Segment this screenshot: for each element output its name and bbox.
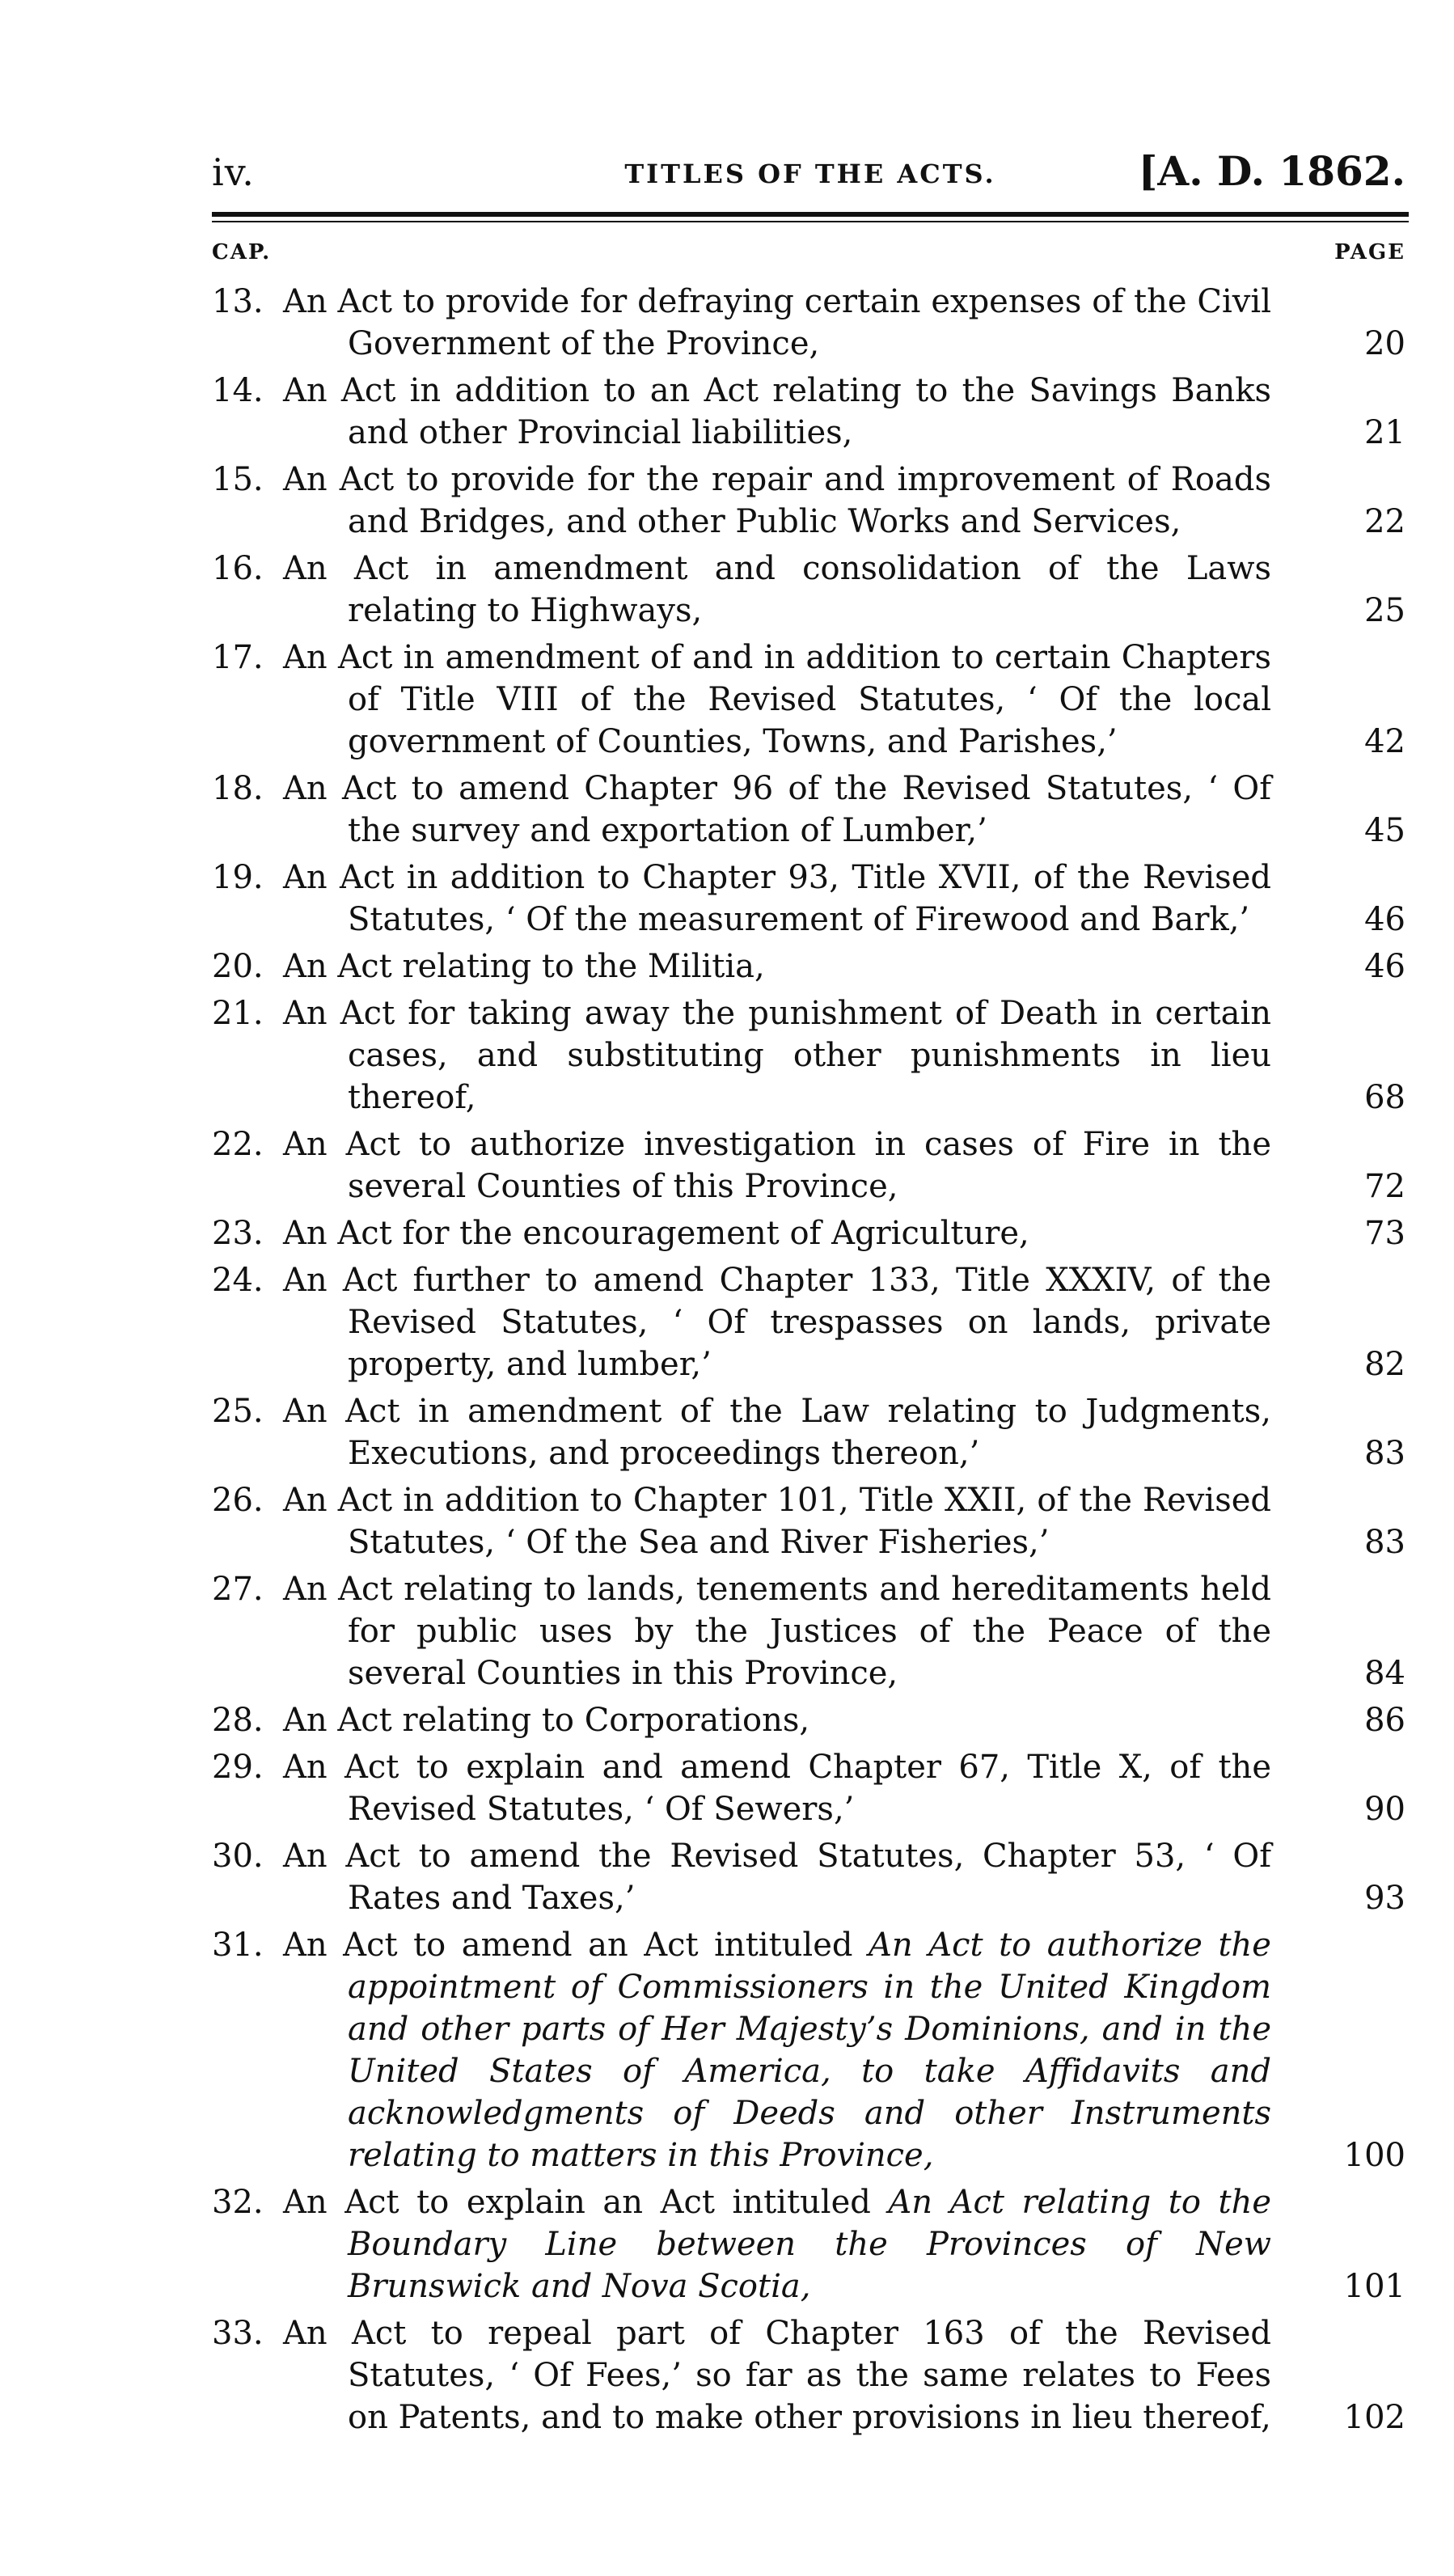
act-title-text: An Act in addition to an Act relating to the Savings Banks and other Provincial liabilities, (283, 372, 1271, 451)
cap-number: 18. (212, 770, 264, 807)
act-title (283, 1212, 1271, 1254)
list-item (212, 1123, 1409, 1208)
act-title (283, 1835, 1271, 1919)
list-item (212, 1259, 1409, 1385)
page-ref: 46 (1364, 948, 1405, 985)
page-ref: 83 (1364, 1524, 1405, 1561)
page-ref: 22 (1364, 503, 1405, 540)
list-item (212, 548, 1409, 632)
cap-number: 19. (212, 859, 264, 896)
list-item (212, 768, 1409, 852)
cap-number: 32. (212, 2184, 264, 2221)
act-title (283, 857, 1271, 941)
page-ref: 72 (1364, 1168, 1405, 1205)
cap-number: 30. (212, 1838, 264, 1875)
act-title-text: An Act to provide for defraying certain expenses of the Civil Government of the Province, (283, 283, 1271, 362)
act-title-italic: An Act to authorize the appointment of Commissioners in the United Kingdom and other parts of Her Majesty’s Dominions, and in the United States of America, to take Affidavits and acknowledgments of Deeds and other Instruments relating to matters in this Province, (348, 1927, 1271, 2174)
list-item (212, 1699, 1409, 1741)
act-title (283, 1746, 1271, 1830)
act-title (283, 1699, 1271, 1741)
cap-number: 20. (212, 948, 264, 985)
act-title (283, 1259, 1271, 1385)
page-ref: 68 (1364, 1079, 1405, 1116)
cap-number: 27. (212, 1571, 264, 1608)
act-title-text: An Act to authorize investigation in cases of Fire in the several Counties of this Province, (283, 1126, 1271, 1205)
page-ref: 83 (1364, 1435, 1405, 1472)
list-item (212, 945, 1409, 988)
act-title (283, 2181, 1271, 2307)
act-title-text: An Act to repeal part of Chapter 163 of the Revised Statutes, ‘ Of Fees,’ so far as the same relates to Fees on Patents, and to make other provisions in lieu thereof, (283, 2315, 1271, 2436)
list-item (212, 1568, 1409, 1694)
page-ref: 21 (1364, 414, 1405, 451)
act-title-text: An Act relating to the Militia, (283, 948, 765, 985)
cap-number: 22. (212, 1126, 264, 1163)
page-ref: 46 (1364, 901, 1405, 938)
page-ref: 42 (1364, 723, 1405, 760)
cap-number: 13. (212, 283, 264, 320)
act-title-text: An Act relating to Corporations, (283, 1702, 810, 1739)
cap-number: 26. (212, 1482, 264, 1519)
list-item (212, 1835, 1409, 1919)
act-title-text: An Act to provide for the repair and improvement of Roads and Bridges, and other Public Works and Services, (283, 461, 1271, 540)
list-item (212, 1479, 1409, 1563)
page-number: iv. (212, 150, 255, 194)
cap-number: 24. (212, 1262, 264, 1299)
page-ref: 20 (1364, 325, 1405, 362)
cap-number: 33. (212, 2315, 264, 2352)
cap-number: 28. (212, 1702, 264, 1739)
page-ref: 100 (1343, 2137, 1405, 2174)
act-title (283, 281, 1271, 365)
act-title (283, 1390, 1271, 1474)
list-item (212, 2181, 1409, 2307)
act-title (283, 1924, 1271, 2176)
act-title (283, 1479, 1271, 1563)
page-ref: 86 (1364, 1702, 1405, 1739)
cap-number: 21. (212, 995, 264, 1032)
header-rule-thin (212, 221, 1409, 222)
act-title (283, 2312, 1271, 2439)
cap-column-header: CAP. (212, 240, 272, 264)
act-title-text: An Act in addition to Chapter 93, Title XVII, of the Revised Statutes, ‘ Of the measurement of Firewood and Bark,’ (283, 859, 1271, 938)
header-rule-thick (212, 212, 1409, 217)
list-item (212, 370, 1409, 454)
list-item (212, 637, 1409, 763)
page-ref: 45 (1364, 812, 1405, 849)
act-title-text: An Act for the encouragement of Agriculture, (283, 1215, 1029, 1252)
act-title-text: An Act in addition to Chapter 101, Title XXII, of the Revised Statutes, ‘ Of the Sea and River Fisheries,’ (283, 1482, 1271, 1561)
act-title (283, 945, 1271, 988)
cap-number: 14. (212, 372, 264, 409)
cap-number: 23. (212, 1215, 264, 1252)
page-ref: 90 (1364, 1791, 1405, 1828)
cap-number: 15. (212, 461, 264, 498)
act-title-text: An Act in amendment of the Law relating to Judgments, Executions, and proceedings thereon,’ (283, 1393, 1271, 1472)
book-page (212, 146, 1409, 2443)
cap-number: 17. (212, 639, 264, 676)
act-title-text: An Act in amendment and consolidation of the Laws relating to Highways, (283, 550, 1271, 629)
acts-list (212, 281, 1409, 2439)
act-title (283, 548, 1271, 632)
page-ref: 101 (1343, 2268, 1405, 2305)
page-ref: 25 (1364, 592, 1405, 629)
act-title (283, 1123, 1271, 1208)
act-title-text: An Act to amend an Act intituled (283, 1927, 853, 1964)
cap-number: 16. (212, 550, 264, 587)
running-head (212, 146, 1409, 202)
act-title (283, 992, 1271, 1119)
page-ref: 93 (1364, 1880, 1405, 1917)
act-title (283, 459, 1271, 543)
act-title (283, 370, 1271, 454)
list-item (212, 1390, 1409, 1474)
list-item (212, 1212, 1409, 1254)
list-item (212, 281, 1409, 365)
page-title: TITLES OF THE ACTS. (624, 159, 996, 189)
act-title (283, 637, 1271, 763)
cap-number: 31. (212, 1927, 264, 1964)
act-title-text: An Act to amend the Revised Statutes, Chapter 53, ‘ Of Rates and Taxes,’ (283, 1838, 1271, 1917)
act-title-text: An Act to explain and amend Chapter 67, Title X, of the Revised Statutes, ‘ Of Sewers,’ (283, 1749, 1271, 1828)
list-item (212, 1746, 1409, 1830)
act-title-text: An Act in amendment of and in addition to certain Chapters of Title VIII of the Revised Statutes, ‘ Of the local government of Counties, Towns, and Parishes,’ (283, 639, 1271, 760)
act-title-text: An Act to explain an Act intituled (283, 2184, 871, 2221)
page-ref: 82 (1364, 1346, 1405, 1383)
list-item (212, 1924, 1409, 2176)
list-item (212, 2312, 1409, 2439)
act-title-text: An Act further to amend Chapter 133, Title XXXIV, of the Revised Statutes, ‘ Of trespasses on lands, private property, and lumber,’ (283, 1262, 1271, 1383)
list-item (212, 857, 1409, 941)
act-title-italic: An Act relating to the Boundary Line between the Provinces of New Brunswick and Nova Scotia, (348, 2184, 1271, 2305)
cap-number: 29. (212, 1749, 264, 1786)
list-item (212, 992, 1409, 1119)
act-title (283, 1568, 1271, 1694)
act-title-text: An Act to amend Chapter 96 of the Revised Statutes, ‘ Of the survey and exportation of Lumber,’ (283, 770, 1271, 849)
act-title-text: An Act for taking away the punishment of Death in certain cases, and substituting other punishments in lieu thereof, (283, 995, 1271, 1116)
act-title (283, 768, 1271, 852)
act-title-text: An Act relating to lands, tenements and hereditaments held for public uses by the Justices of the Peace of the several Counties in this Province, (283, 1571, 1271, 1692)
list-item (212, 459, 1409, 543)
year-label: [A. D. 1862. (1138, 147, 1405, 195)
column-headers (212, 234, 1409, 276)
page-ref: 84 (1364, 1655, 1405, 1692)
page-ref: 73 (1364, 1215, 1405, 1252)
page-column-header: PAGE (1334, 240, 1405, 264)
page-ref: 102 (1343, 2399, 1405, 2436)
cap-number: 25. (212, 1393, 264, 1430)
